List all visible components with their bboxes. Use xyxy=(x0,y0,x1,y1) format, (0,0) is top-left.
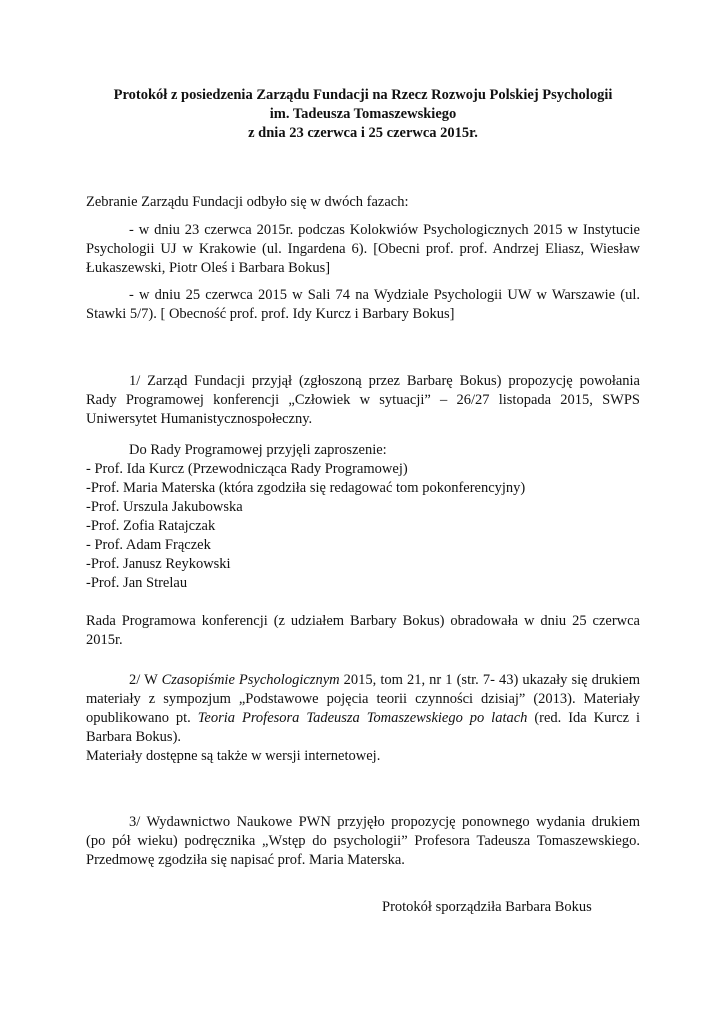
document-page xyxy=(86,86,641,915)
list-item: -Prof. Zofia Ratajczak xyxy=(86,518,216,534)
journal-title: Czasopiśmie Psychologicznym xyxy=(161,672,340,688)
list-item: - Prof. Ida Kurcz (Przewodnicząca Rady Programowej) xyxy=(86,461,408,477)
section-1-paragraph: 1/ Zarząd Fundacji przyjął (zgłoszoną przez Barbarę Bokus) propozycję powołania Rady Programowej konferencji „Człowiek w sytuacji” – 26/27 listopada 2015, SWPS Uniwersytet Humanistycznospołeczny. xyxy=(86,373,640,427)
title-line-2: im. Tadeusza Tomaszewskiego xyxy=(269,106,457,122)
document-body xyxy=(86,193,640,870)
online-availability-paragraph: Materiały dostępne są także w wersji internetowej. xyxy=(86,748,381,764)
intro-paragraph: Zebranie Zarządu Fundacji odbyło się w dwóch fazach: xyxy=(86,194,409,210)
document-title xyxy=(86,86,640,143)
section-2-text-a: 2/ W xyxy=(129,672,162,688)
title-line-3: z dnia 23 czerwca i 25 czerwca 2015r. xyxy=(248,125,478,141)
section-2-text-b: 2015, tom 21, nr 1 (str. 7- 43) ukazały się drukiem materiały z sympozjum „Podstawowe pojęcia teorii czynności dzisiaj” (2013). Materiały opublikowano pt. xyxy=(86,672,640,726)
section-3-paragraph: 3/ Wydawnictwo Naukowe PWN przyjęło propozycję ponownego wydania drukiem (po pół wieku) podręcznika „Wstęp do psychologii” Profesora Tadeusza Tomaszewskiego. Przedmowę zgodziła się napisać prof. Maria Materska. xyxy=(86,814,640,868)
council-list-intro: Do Rady Programowej przyjęli zaproszenie: xyxy=(129,442,387,458)
section-2-text-c: (red. Ida Kurcz i Barbara Bokus). xyxy=(86,710,641,745)
list-item: - Prof. Adam Frączek xyxy=(86,537,211,553)
signature: Protokół sporządziła Barbara Bokus xyxy=(382,899,592,915)
list-item: -Prof. Urszula Jakubowska xyxy=(86,499,243,515)
section-2-paragraph xyxy=(86,671,640,747)
phase-2-paragraph: - w dniu 25 czerwca 2015 w Sali 74 na Wydziale Psychologii UW w Warszawie (ul. Stawki 5/7). [ Obecność prof. prof. Idy Kurcz i Barbary Bokus] xyxy=(86,287,640,322)
phase-1-paragraph: - w dniu 23 czerwca 2015r. podczas Kolokwiów Psychologicznych 2015 w Instytucie Psychologii UJ w Krakowie (ul. Ingardena 6). [Obecni prof. prof. Andrzej Eliasz, Wiesław Łukaszewski, Piotr Oleś i Barbara Bokus] xyxy=(86,222,640,276)
list-item: -Prof. Jan Strelau xyxy=(86,575,188,591)
book-title: Teoria Profesora Tadeusza Tomaszewskiego po latach xyxy=(197,710,528,726)
list-item: -Prof. Janusz Reykowski xyxy=(86,556,231,572)
council-meeting-paragraph: Rada Programowa konferencji (z udziałem Barbary Bokus) obradowała w dniu 25 czerwca 2015r. xyxy=(86,613,640,648)
list-item: -Prof. Maria Materska (która zgodziła się redagować tom pokonferencyjny) xyxy=(86,480,526,496)
title-line-1: Protokół z posiedzenia Zarządu Fundacji na Rzecz Rozwoju Polskiej Psychologii xyxy=(113,87,613,103)
council-members-list xyxy=(86,460,640,593)
